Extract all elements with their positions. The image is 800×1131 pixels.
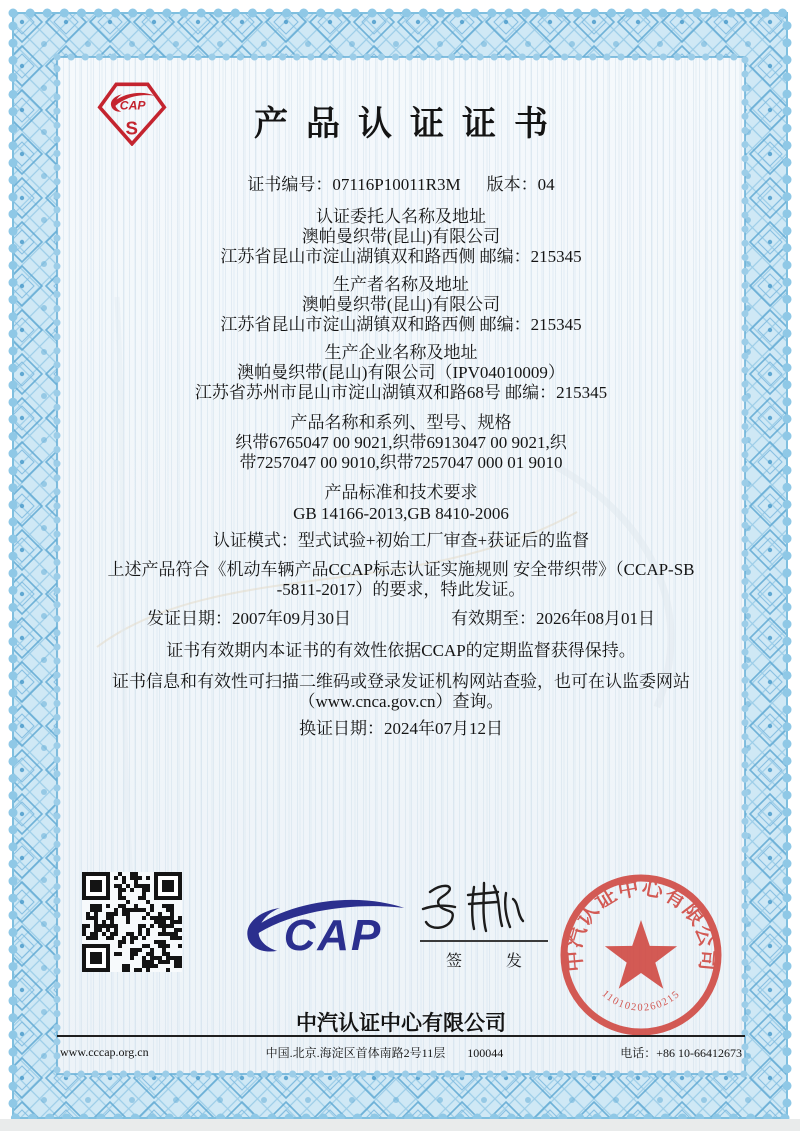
qr-code-image [82,872,182,972]
standard-section [57,482,745,524]
applicant-address: 江苏省昆山市淀山湖镇双和路西侧 邮编：215345 [220,247,582,266]
scan-edge [0,1119,800,1131]
validity-note: 证书有效期内本证书的有效性依据CCAP的定期监督获得保持。 [166,641,636,660]
certification-mode-line: 认证模式：型式试验+初始工厂审查+获证后的监督 [212,531,590,550]
issuer-name: 中汽认证中心有限公司 [296,1012,506,1035]
version-label: 版本： [486,175,538,194]
footer-rule [57,1035,745,1037]
producer-heading: 生产者名称及地址 [333,275,469,294]
product-models-line1: 织带6765047 00 9021,织带6913047 00 9021,织 [235,433,567,452]
qr-code [82,872,182,977]
cert-no-value: 07116P10011R3M [332,175,461,194]
statement-line2: -5811-2017）的要求，特此发证。 [276,580,526,599]
query-note-line2: （www.cnca.gov.cn）查询。 [298,692,504,711]
signature-handwriting [420,876,550,934]
signature-line [420,940,548,942]
footer-postcode: 100044 [467,1046,504,1060]
expiry-date-value: 2026年08月01日 [536,609,655,628]
certificate-title: 产品认证证书 [254,106,566,143]
renewal-date-line [57,719,745,739]
diamond-s-text: S [125,117,138,139]
factory-section [57,343,745,403]
producer-section [57,275,745,335]
ccap-logo-text: CAP [283,910,383,960]
seal-company-text: 中汽认证中心有限公司 [561,875,721,973]
seal-star-icon [605,920,677,989]
applicant-section [57,207,745,267]
footer-row [57,1044,745,1061]
query-note-line1: 证书信息和有效性可扫描二维码或登录发证机构网站查验，也可在认监委网站 [112,672,690,691]
issue-date-value: 2007年09月30日 [232,609,351,628]
signature-label: 签 发 [445,953,542,970]
standard-heading: 产品标准和技术要求 [324,483,478,502]
standard-value: GB 14166-2013,GB 8410-2006 [293,504,509,523]
seal-code-text: 1101020260215 [599,988,683,1014]
applicant-heading: 认证委托人名称及地址 [316,207,486,226]
issue-date-label: 发证日期： [147,609,232,628]
version-value: 04 [537,175,555,194]
factory-address: 江苏省苏州市昆山市淀山湖镇双和路68号 邮编：215345 [194,383,608,402]
expiry-date-label: 有效期至： [451,609,536,628]
factory-name: 澳帕曼织带(昆山)有限公司（IPV04010009） [237,363,565,382]
product-section [57,413,745,473]
footer-website: www.cccap.org.cn [60,1045,149,1059]
product-heading: 产品名称和系列、型号、规格 [290,413,512,432]
producer-address: 江苏省昆山市淀山湖镇双和路西侧 邮编：215345 [220,315,582,334]
footer-address-group [266,1044,504,1061]
query-note [57,672,745,712]
ccap-logo [236,894,408,960]
footer-phone: 电话：+86 10-66412673 [620,1046,742,1060]
certificate-number-line [57,175,745,195]
statement-line1: 上述产品符合《机动车辆产品CCAP标志认证实施规则 安全带织带》（CCAP-SB [107,560,695,579]
dates-row [57,609,745,629]
applicant-name: 澳帕曼织带(昆山)有限公司 [301,227,501,246]
footer-address: 中国.北京.海淀区首体南路2号11层 [265,1046,446,1060]
factory-heading: 生产企业名称及地址 [324,343,478,362]
conformity-statement [57,560,745,600]
product-models-line2: 带7257047 00 9010,织带7257047 000 01 9010 [239,453,563,472]
renewal-value: 2024年07月12日 [384,719,503,738]
expiry-date [451,609,655,629]
producer-name: 澳帕曼织带(昆山)有限公司 [301,295,501,314]
renewal-label: 换证日期： [299,719,384,738]
diamond-cap-text: CAP [119,98,146,113]
cert-no-label: 证书编号： [247,175,333,194]
issue-date [147,609,351,629]
